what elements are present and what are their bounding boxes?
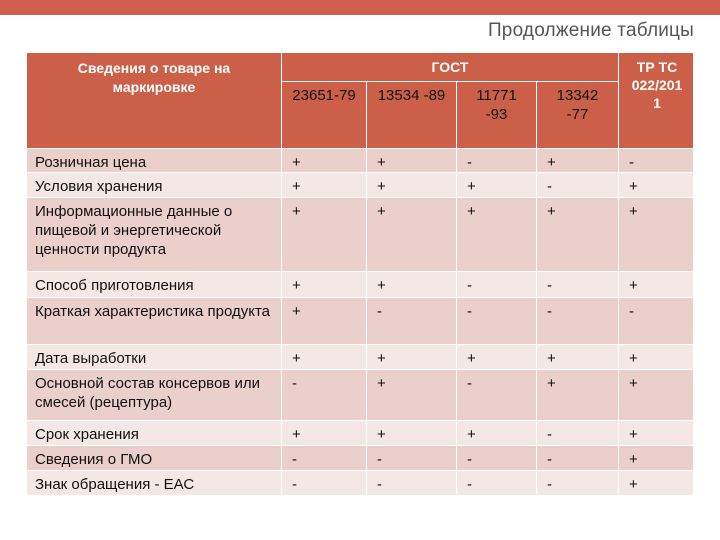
row-value: +: [282, 298, 367, 345]
row-value: +: [619, 198, 694, 272]
row-value: -: [367, 446, 457, 471]
row-value: -: [619, 149, 694, 173]
row-value: -: [537, 446, 619, 471]
table-row: [27, 345, 694, 370]
header-gost-code: 13534 -89: [367, 82, 457, 149]
row-value: +: [282, 149, 367, 173]
row-value: +: [537, 345, 619, 370]
row-value: -: [457, 370, 537, 421]
row-value: +: [282, 345, 367, 370]
row-value: +: [367, 272, 457, 298]
row-value: -: [537, 298, 619, 345]
row-value: +: [282, 272, 367, 298]
row-value: -: [282, 446, 367, 471]
row-value: +: [537, 149, 619, 173]
row-value: -: [619, 298, 694, 345]
header-gost-code: 13342 -77: [537, 82, 619, 149]
marking-table: [26, 52, 694, 496]
row-value: -: [367, 298, 457, 345]
header-tr-ts: ТР ТС 022/201 1: [619, 53, 694, 149]
table-body: [27, 149, 694, 496]
table-caption: Продолжение таблицы: [487, 20, 694, 41]
row-value: +: [619, 471, 694, 496]
row-value: +: [282, 173, 367, 198]
row-label: Способ приготовления: [27, 272, 282, 298]
row-value: +: [537, 198, 619, 272]
row-value: -: [282, 471, 367, 496]
row-label: Срок хранения: [27, 421, 282, 446]
row-label: Сведения о ГМО: [27, 446, 282, 471]
row-value: +: [619, 173, 694, 198]
header-gost-code: 11771 -93: [457, 82, 537, 149]
table-row: [27, 298, 694, 345]
header-gost: ГОСТ: [282, 53, 619, 82]
top-accent-bar: [0, 0, 720, 15]
table-row: [27, 149, 694, 173]
row-value: -: [457, 446, 537, 471]
table-row: [27, 446, 694, 471]
table-row: [27, 421, 694, 446]
row-value: +: [619, 421, 694, 446]
table-row: [27, 272, 694, 298]
row-label: Основной состав консервов или смесей (рецептура): [27, 370, 282, 421]
row-value: +: [457, 173, 537, 198]
row-value: -: [457, 272, 537, 298]
row-value: +: [282, 198, 367, 272]
row-value: -: [537, 272, 619, 298]
row-value: -: [537, 421, 619, 446]
row-label: Дата выработки: [27, 345, 282, 370]
row-value: +: [367, 421, 457, 446]
row-value: +: [367, 173, 457, 198]
header-gost-code: 23651-79: [282, 82, 367, 149]
row-value: -: [282, 370, 367, 421]
row-value: +: [457, 345, 537, 370]
row-label: Условия хранения: [27, 173, 282, 198]
row-value: +: [282, 421, 367, 446]
table-row: [27, 370, 694, 421]
row-value: +: [619, 272, 694, 298]
table-row: [27, 173, 694, 198]
row-value: -: [457, 471, 537, 496]
row-label: Информационные данные о пищевой и энергетической ценности продукта: [27, 198, 282, 272]
row-value: +: [537, 370, 619, 421]
row-value: -: [457, 298, 537, 345]
row-value: +: [367, 198, 457, 272]
table-row: [27, 198, 694, 272]
row-value: +: [367, 370, 457, 421]
row-value: -: [367, 471, 457, 496]
row-label: Краткая характеристика продукта: [27, 298, 282, 345]
header-product-info: Сведения о товаре на маркировке: [27, 53, 282, 149]
row-label: Розничная цена: [27, 149, 282, 173]
row-value: -: [457, 149, 537, 173]
row-value: +: [457, 198, 537, 272]
row-value: +: [457, 421, 537, 446]
row-value: +: [367, 345, 457, 370]
row-value: -: [537, 173, 619, 198]
row-value: +: [619, 345, 694, 370]
row-value: +: [619, 446, 694, 471]
table-row: [27, 471, 694, 496]
row-value: +: [619, 370, 694, 421]
row-value: -: [537, 471, 619, 496]
row-value: +: [367, 149, 457, 173]
row-label: Знак обращения - ЕАС: [27, 471, 282, 496]
